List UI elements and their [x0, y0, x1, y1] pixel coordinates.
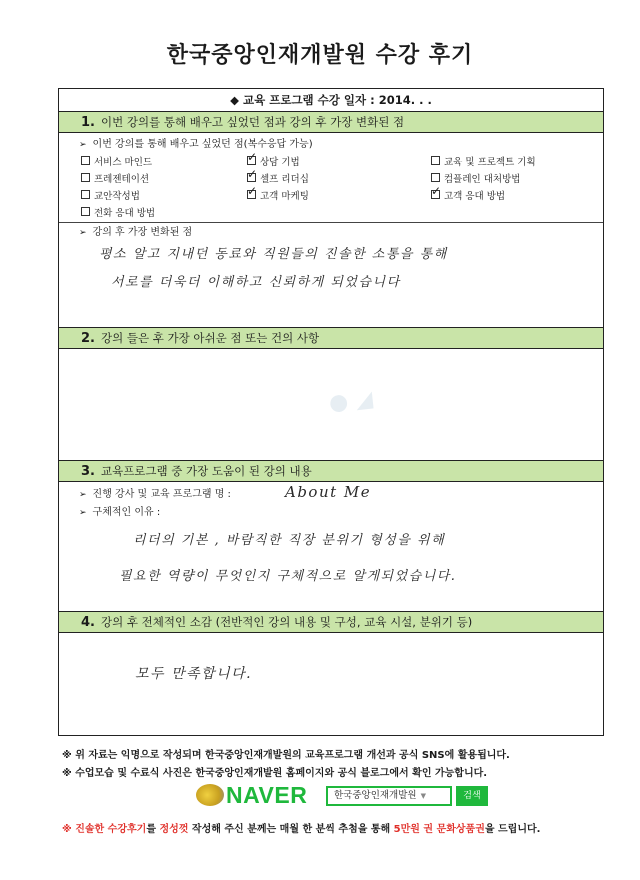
naver-mascot-icon — [196, 784, 224, 806]
section-3-header — [59, 460, 603, 482]
handwritten-overall-comment: 모두 만족합니다. — [135, 666, 253, 682]
checkbox-icon[interactable] — [431, 173, 440, 182]
option-presentation[interactable]: 프레젠테이션 — [81, 173, 149, 187]
section-number: 4. — [81, 615, 95, 630]
highlight-review: 진솔한 수강후기 — [75, 824, 147, 835]
arrow-icon: ➢ — [79, 140, 87, 150]
search-value: 한국중앙인재개발원 — [334, 790, 417, 801]
naver-logo-text: NAVER — [226, 781, 308, 808]
section-label: 강의 들은 후 가장 아쉬운 점 또는 건의 사항 — [100, 331, 320, 345]
arrow-icon: ➢ — [79, 228, 87, 238]
question-1b — [79, 226, 192, 240]
naver-logo — [196, 781, 307, 809]
handwritten-reason-line2: 필요한 역량이 무엇인지 구체적으로 알게되었습니다. — [119, 569, 457, 584]
checkbox-icon[interactable] — [81, 156, 90, 165]
section-1-header — [59, 111, 603, 133]
option-marketing[interactable]: ✓ 고객 마케팅 — [247, 190, 309, 204]
checkbox-icon[interactable] — [81, 207, 90, 216]
highlight-sincere: 정성껏 — [159, 824, 189, 835]
option-lesson-plan[interactable]: 교안작성법 — [81, 190, 140, 204]
note-text: 을 드립니다. — [484, 824, 541, 835]
chevron-down-icon: ▼ — [420, 792, 426, 800]
note-anonymous: ※ 위 자료는 익명으로 작성되며 한국중앙인재개발원의 교육프로그램 개선과 공식 SNS에 활용됩니다. — [62, 750, 510, 761]
option-self-leadership[interactable]: ✓ 셀프 리더십 — [247, 173, 309, 187]
option-service-mind[interactable]: 서비스 마인드 — [81, 156, 152, 170]
search-input[interactable] — [326, 786, 452, 806]
arrow-icon: ➢ — [79, 508, 87, 518]
note-text: 작성해 주신 분께는 매월 한 분씩 추첨을 통해 — [188, 824, 394, 835]
checkbox-icon[interactable] — [81, 190, 90, 199]
option-counsel[interactable]: ✓ 상담 기법 — [247, 156, 300, 170]
search-button[interactable]: 검색 — [456, 786, 488, 806]
option-edu-planning[interactable]: 교육 및 프로젝트 기획 — [431, 156, 536, 170]
question-3b — [79, 506, 160, 520]
section-label: 이번 강의를 통해 배우고 싶었던 점과 강의 후 가장 변화된 점 — [100, 115, 405, 129]
checkbox-icon[interactable] — [431, 156, 440, 165]
checkbox-checked-icon[interactable] — [247, 190, 256, 199]
review-form — [58, 88, 604, 736]
divider — [59, 222, 603, 223]
date-row: ◆ 교육 프로그램 수강 일자 : 2014. . . — [59, 89, 603, 112]
section-label: 강의 후 전체적인 소감 (전반적인 강의 내용 및 구성, 교육 시설, 분위기 등) — [100, 615, 473, 629]
note-mark: ※ — [62, 824, 76, 835]
handwritten-answer-line2: 서로를 더욱더 이해하고 신뢰하게 되었습니다 — [111, 275, 401, 290]
bottom-note — [62, 820, 540, 835]
question-text: 진행 강사 및 교육 프로그램 명 : — [92, 489, 231, 500]
option-customer-service[interactable]: ✓ 고객 응대 방법 — [431, 190, 505, 204]
section-number: 2. — [81, 331, 95, 346]
checkbox-checked-icon[interactable] — [247, 156, 256, 165]
question-text: 강의 후 가장 변화된 점 — [92, 227, 193, 238]
question-text: 구체적인 이유 : — [92, 507, 161, 518]
section-label: 교육프로그램 중 가장 도움이 된 강의 내용 — [100, 464, 312, 478]
note-text: 를 — [146, 824, 160, 835]
section-number: 3. — [81, 464, 95, 479]
checkbox-checked-icon[interactable] — [431, 190, 440, 199]
checkbox-icon[interactable] — [81, 173, 90, 182]
handwritten-program-name: About Me — [285, 483, 372, 501]
arrow-icon: ➢ — [79, 490, 87, 500]
question-1a — [79, 138, 313, 152]
section-4-header — [59, 611, 603, 633]
checkbox-checked-icon[interactable] — [247, 173, 256, 182]
option-phone[interactable]: 전화 응대 방법 — [81, 207, 155, 221]
handwritten-reason-line1: 리더의 기본 , 바람직한 직장 분위기 형성을 위해 — [133, 533, 446, 548]
section-number: 1. — [81, 115, 95, 130]
note-photos: ※ 수업모습 및 수료식 사진은 한국중앙인재개발원 홈페이지와 공식 블로그에서 확인 가능합니다. — [62, 768, 488, 779]
page-title: 한국중앙인재개발원 수강 후기 — [166, 43, 474, 68]
watermark-icon: ● ◢ — [327, 386, 374, 417]
section-2-header — [59, 327, 603, 349]
question-text: 이번 강의를 통해 배우고 싶었던 점(복수응답 가능) — [92, 139, 313, 150]
option-complaint[interactable]: 컴플레인 대처방법 — [431, 173, 520, 187]
handwritten-answer-line1: 평소 알고 지내던 동료와 직원들의 진솔한 소통을 통해 — [99, 247, 448, 262]
highlight-prize: 5만원 권 문화상품권 — [393, 824, 485, 835]
question-3a — [79, 488, 231, 502]
